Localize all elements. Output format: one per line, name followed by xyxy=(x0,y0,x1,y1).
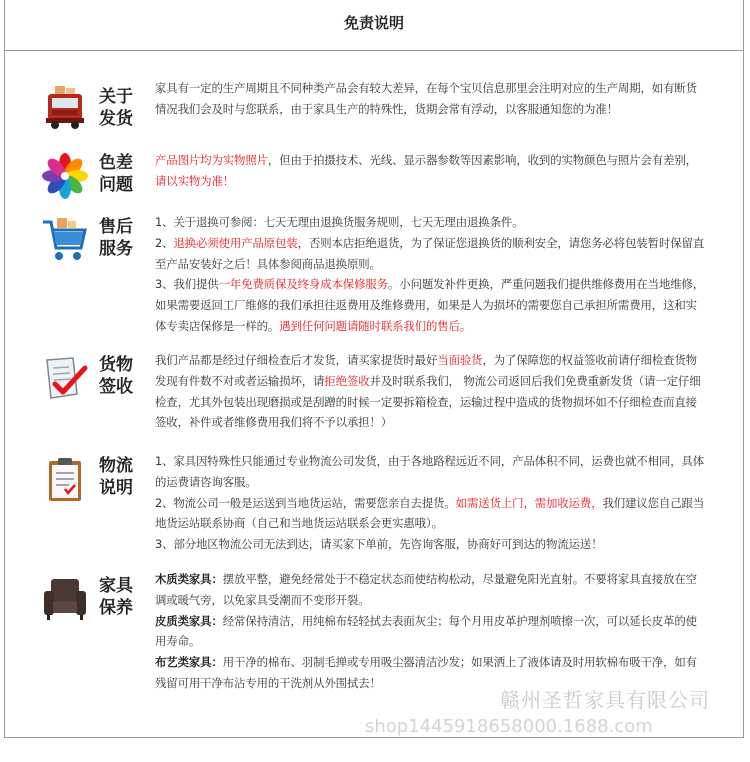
paragraph: 木质类家具：摆放平整，避免经常处于不稳定状态而使结构松动，尽量避免阳光直射。不要将家具直接放在空调或暖气旁，以免家具受潮而不变形开裂。 xyxy=(155,572,697,607)
shopping-cart-icon xyxy=(41,216,89,264)
color-wheel-icon xyxy=(41,152,89,200)
watermark-company: 赣州圣哲家具有限公司 xyxy=(500,688,710,712)
disclaimer-panel xyxy=(4,0,744,738)
section-content xyxy=(155,150,708,192)
section-label: 色差 问题 xyxy=(99,153,133,195)
paragraph: 我们产品都是经过仔细检查后才发货，请买家提货时最好当面验货，为了保障您的权益签收前请仔细检查货物发现有件数不对或者运输损坏，请拒绝签收并及时联系我们， 物流公司返回后我们免费重新发货（请一定仔细检查，尤其外包装出现磨损或是刮蹭的时候一定要拆箱检查，运输过程中造成的货物损坏如不仔细检查而直接签收，补件或者维修费用我们将不予以承担！） xyxy=(155,353,701,430)
clipboard-icon xyxy=(41,455,89,503)
paragraph: 3、我们提供一年免费质保及终身成本保修服务。小问题发补件更换，严重问题我们提供维修费用在当地维修，如果需要返回工厂维修的我们承担往返费用及维修费用，如果是人为损坏的需要您自己承担所需费用，这和实体专卖店保修是一样的。遇到任何问题请随时联系我们的售后。 xyxy=(155,277,705,333)
section-content xyxy=(155,212,708,337)
section-label: 货物 签收 xyxy=(99,355,133,397)
checklist-icon xyxy=(41,354,89,402)
section-label: 售后 服务 xyxy=(99,217,133,259)
section-label: 物流 说明 xyxy=(99,456,133,498)
section-content xyxy=(155,350,708,433)
paragraph: 3、部分地区物流公司无法到达，请买家下单前，先咨询客服，协商好可到达的物流运送！ xyxy=(155,537,603,552)
paragraph: 2、物流公司一般是运送到当地货运站，需要您亲自去提货。如需送货上门，需加收运费，我们建议您自己跟当地货运站联系协商（自己和当地货运站联系会更实惠哦）。 xyxy=(155,495,705,531)
delivery-truck-icon xyxy=(41,84,89,132)
armchair-icon xyxy=(41,575,89,623)
section-content xyxy=(155,78,708,120)
paragraph: 1、关于退换可参阅：七天无理由退换货服务规则，七天无理由退换条件。 xyxy=(155,215,524,229)
section-content xyxy=(155,569,708,694)
paragraph: 皮质类家具：经常保持清洁，用纯棉布轻轻拭去表面灰尘；每个月用皮革护理剂喷擦一次，可以延长皮革的使用寿命。 xyxy=(155,613,697,649)
paragraph: 家具有一定的生产周期且不同种类产品会有较大差异，在每个宝贝信息那里会注明对应的生产周期，如有断货情况我们会及时与您联系，由于家具生产的特殊性，货期会常有浮动，以客服通知您的为准！ xyxy=(155,81,697,116)
paragraph: 1、家具因特殊性只能通过专业物流公司发货，由于各地路程远近不同，产品体积不同，运费也就不相同，具体的运费请咨询客服。 xyxy=(155,454,705,489)
paragraph: 产品图片均为实物照片，但由于拍摄技术、光线、显示器参数等因素影响，收到的实物颜色与照片会有差别，请以实物为准！ xyxy=(155,153,697,188)
section-content xyxy=(155,451,708,555)
paragraph: 2、退换必须使用产品原包装，否则本店拒绝退货，为了保证您退换货的顺利安全，请您务必将包装暂时保留直至产品安装好之后！具体参阅商品退换原则。 xyxy=(155,235,705,271)
section-label: 关于 发货 xyxy=(99,87,133,129)
page-title: 免责说明 xyxy=(5,0,743,51)
section-label: 家具 保养 xyxy=(99,576,133,618)
watermark-url: shop1445918658000.1688.com xyxy=(365,716,653,737)
paragraph: 布艺类家具：用干净的棉布、羽制毛掸或专用吸尘器清洁沙发；如果洒上了液体请及时用软棉布吸干净，如有残留可用干净布沾专用的干洗剂从外围拭去！ xyxy=(155,655,697,690)
